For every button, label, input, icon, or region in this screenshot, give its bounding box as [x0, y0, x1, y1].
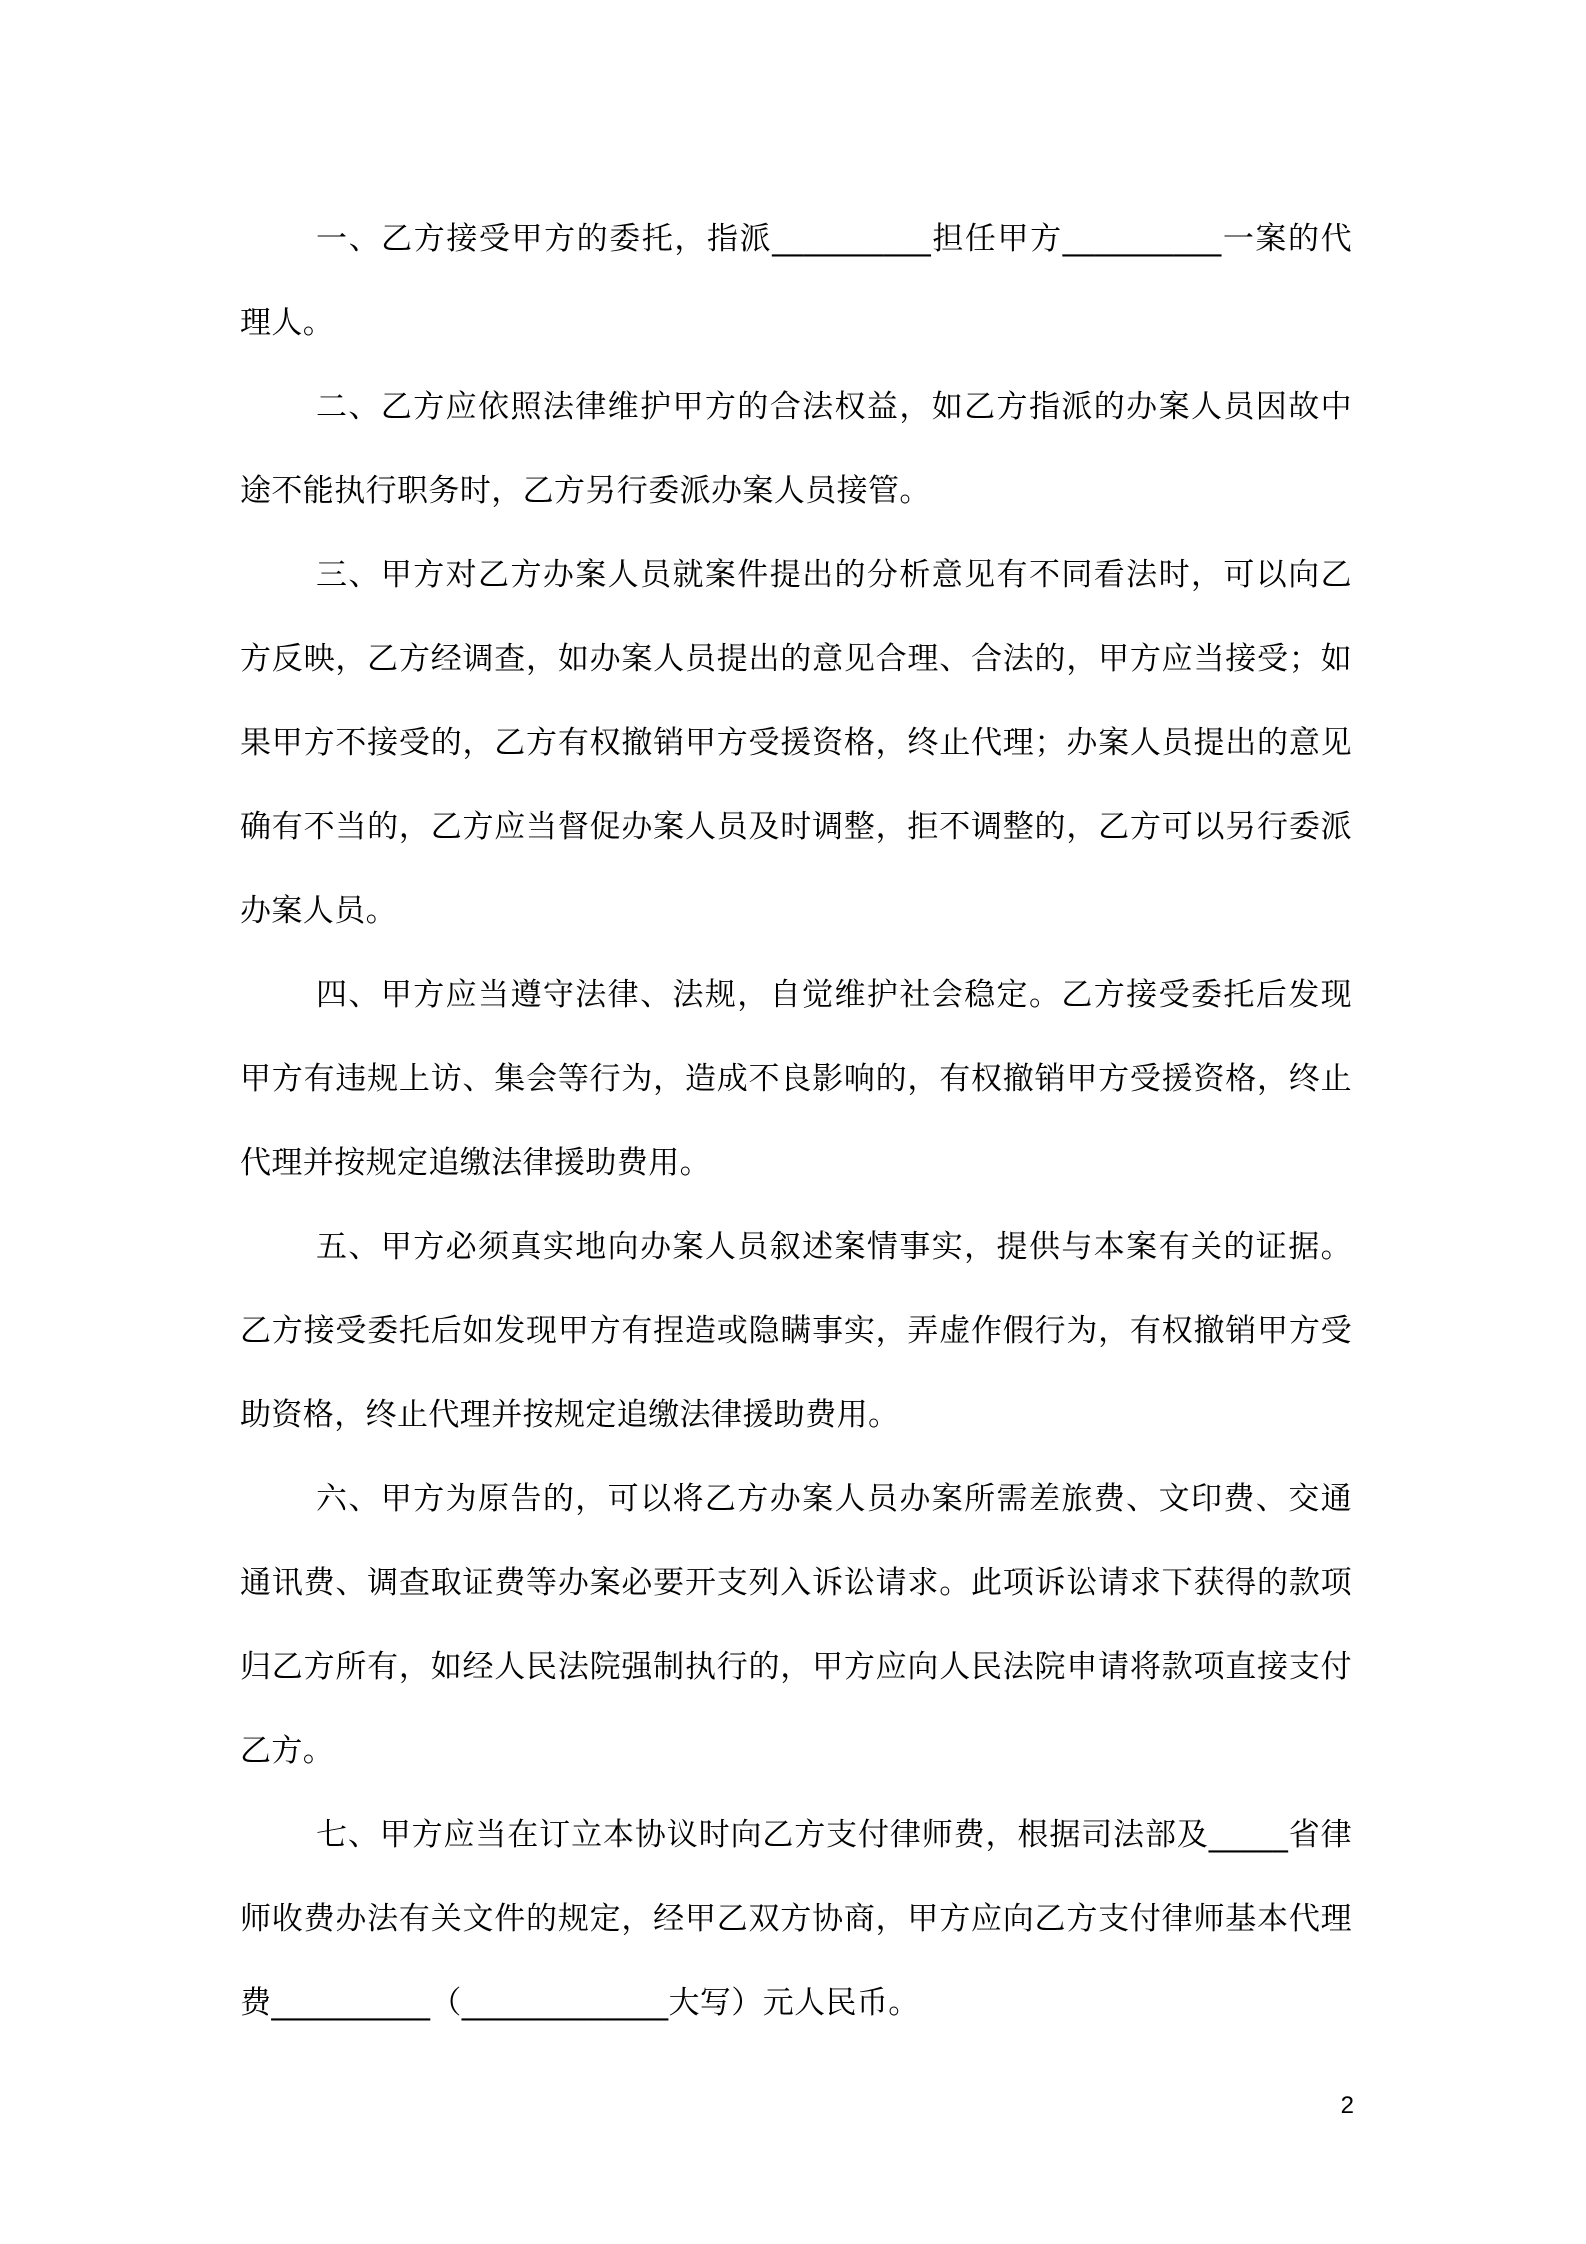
- clause-4-paragraph: 四、甲方应当遵守法律、法规，自觉维护社会稳定。乙方接受委托后发现甲方有违规上访、集会等行为，造成不良影响的，有权撤销甲方受援资格，终止代理并按规定追缴法律援助费用。: [240, 977, 1352, 1181]
- clause-3-paragraph: 三、甲方对乙方办案人员就案件提出的分析意见有不同看法时，可以向乙方反映，乙方经调查，如办案人员提出的意见合理、合法的，甲方应当接受；如果甲方不接受的，乙方有权撤销甲方受援资格，终止代理；办案人员提出的意见确有不当的，乙方应当督促办案人员及时调整，拒不调整的，乙方可以另行委派办案人员。: [240, 557, 1352, 929]
- clause-7-paragraph: 七、甲方应当在订立本协议时向乙方支付律师费，根据司法部及_____省律师收费办法有关文件的规定，经甲乙双方协商，甲方应向乙方支付律师基本代理费__________（_____________大写）元人民币。: [240, 1817, 1352, 2021]
- clause-5-paragraph: 五、甲方必须真实地向办案人员叙述案情事实，提供与本案有关的证据。乙方接受委托后如发现甲方有捏造或隐瞒事实，弄虚作假行为，有权撤销甲方受助资格，终止代理并按规定追缴法律援助费用。: [240, 1229, 1352, 1433]
- clause-1-paragraph: 一、乙方接受甲方的委托，指派__________担任甲方__________一案的代理人。: [240, 221, 1352, 341]
- page-number: 2: [1340, 2092, 1354, 2119]
- clause-6-paragraph: 六、甲方为原告的，可以将乙方办案人员办案所需差旅费、文印费、交通通讯费、调查取证费等办案必要开支列入诉讼请求。此项诉讼请求下获得的款项归乙方所有，如经人民法院强制执行的，甲方应向人民法院申请将款项直接支付乙方。: [240, 1481, 1352, 1769]
- document-body: [240, 197, 1352, 2045]
- clause-2-paragraph: 二、乙方应依照法律维护甲方的合法权益，如乙方指派的办案人员因故中途不能执行职务时，乙方另行委派办案人员接管。: [240, 389, 1352, 509]
